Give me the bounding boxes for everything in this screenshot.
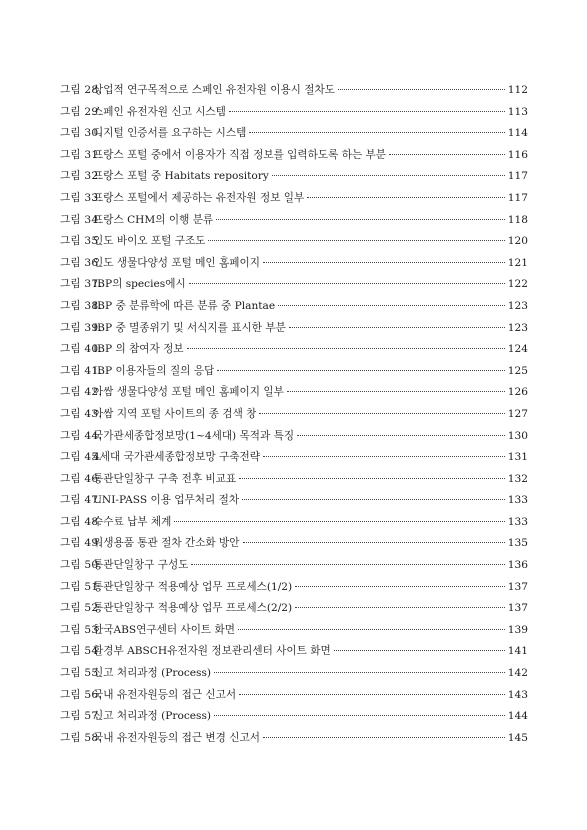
page-number: 112 xyxy=(507,84,528,96)
figure-number: 그림 51. xyxy=(60,580,102,593)
dot-leader xyxy=(216,219,505,220)
page-number: 126 xyxy=(507,386,528,399)
page-number: 145 xyxy=(507,731,528,744)
figure-list xyxy=(60,80,528,749)
dot-leader xyxy=(191,564,504,565)
figure-title: 프랑스 포털 중 Habitats repository xyxy=(93,170,269,183)
figure-title: 프랑스 포털에서 제공하는 유전자원 정보 일부 xyxy=(93,191,305,204)
dot-leader xyxy=(187,348,505,349)
figure-number: 그림 56. xyxy=(60,688,102,701)
page-number: 144 xyxy=(507,710,528,723)
figure-title: 통관단일창구 구성도 xyxy=(93,559,189,572)
toc-entry xyxy=(60,598,528,620)
page-number: 123 xyxy=(507,299,528,312)
figure-number: 그림 28. xyxy=(60,84,102,96)
figure-number: 그림 32. xyxy=(60,170,102,183)
toc-entry xyxy=(60,210,528,232)
toc-entry xyxy=(60,426,528,448)
dot-leader xyxy=(214,715,505,716)
figure-number: 그림 40. xyxy=(60,343,102,356)
figure-title: 디지털 인증서를 요구하는 시스템 xyxy=(93,127,247,140)
page-number: 118 xyxy=(507,213,528,226)
figure-number: 그림 53. xyxy=(60,623,102,636)
toc-entry xyxy=(60,641,528,663)
figure-title: 인도 생물다양성 포털 메인 홈페이지 xyxy=(93,256,260,269)
figure-number: 그림 36. xyxy=(60,256,102,269)
page-number: 143 xyxy=(507,688,528,701)
page-number: 141 xyxy=(507,645,528,658)
page-number: 137 xyxy=(507,602,528,615)
page-number: 113 xyxy=(507,105,528,118)
dot-leader xyxy=(297,435,505,436)
toc-entry xyxy=(60,728,528,750)
figure-number: 그림 52. xyxy=(60,602,102,615)
dot-leader xyxy=(278,305,505,306)
figure-title: 프랑스 CHM의 이행 분류 xyxy=(93,213,214,226)
figure-title: 인도 바이오 포털 구조도 xyxy=(93,235,206,248)
dot-leader xyxy=(174,521,504,522)
figure-title: 아쌈 생물다양성 포털 메인 홈페이지 일부 xyxy=(93,386,284,399)
page-number: 130 xyxy=(507,429,528,442)
dot-leader xyxy=(238,629,505,630)
dot-leader xyxy=(263,737,505,738)
page-number: 123 xyxy=(507,321,528,334)
figure-number: 그림 39. xyxy=(60,321,102,334)
toc-entry xyxy=(60,404,528,426)
dot-leader xyxy=(289,327,505,328)
toc-entry xyxy=(60,469,528,491)
toc-entry xyxy=(60,339,528,361)
toc-entry xyxy=(60,706,528,728)
toc-entry xyxy=(60,555,528,577)
figure-title: 통관단일창구 적용예상 업무 프로세스(2/2) xyxy=(93,602,293,615)
toc-entry xyxy=(60,318,528,340)
figure-title: 신고 처리과정 (Process) xyxy=(93,667,212,680)
page-number: 132 xyxy=(507,472,528,485)
toc-entry xyxy=(60,123,528,145)
toc-entry xyxy=(60,188,528,210)
figure-title: IBP 이용자들의 질의 응답 xyxy=(93,364,215,377)
figure-number: 그림 33. xyxy=(60,191,102,204)
figure-title: 상업적 연구목적으로 스페인 유전자원 이용시 절차도 xyxy=(93,84,335,96)
figure-title: 아쌈 지역 포털 사이트의 종 검색 창 xyxy=(93,407,257,420)
dot-leader xyxy=(389,154,505,155)
toc-entry xyxy=(60,166,528,188)
figure-title: 한국ABS연구센터 사이트 화면 xyxy=(93,623,235,636)
dot-leader xyxy=(295,607,505,608)
figure-number: 그림 45. xyxy=(60,451,102,464)
dot-leader xyxy=(214,672,505,673)
figure-title: 국가관세종합정보망(1~4세대) 목적과 특징 xyxy=(93,429,295,442)
toc-entry xyxy=(60,533,528,555)
page-number: 127 xyxy=(507,407,528,420)
page-number: 120 xyxy=(507,235,528,248)
figure-number: 그림 49. xyxy=(60,537,102,550)
page-number: 124 xyxy=(507,343,528,356)
page-number: 122 xyxy=(507,278,528,291)
figure-title: IBP 중 분류학에 따른 분류 중 Plantae xyxy=(93,299,276,312)
toc-entry xyxy=(60,663,528,685)
figure-title: IBP의 species에시 xyxy=(93,278,186,291)
figure-number: 그림 54. xyxy=(60,645,102,658)
figure-title: 통관단일창구 적용예상 업무 프로세스(1/2) xyxy=(93,580,293,593)
toc-entry xyxy=(60,80,528,102)
toc-entry xyxy=(60,490,528,512)
page-number: 133 xyxy=(507,494,528,507)
figure-title: 수수료 납부 체계 xyxy=(93,515,172,528)
figure-title: 4세대 국가관세종합정보망 구축전략 xyxy=(93,451,260,464)
dot-leader xyxy=(239,478,505,479)
figure-number: 그림 50. xyxy=(60,559,102,572)
dot-leader xyxy=(272,175,505,176)
toc-entry xyxy=(60,512,528,534)
dot-leader xyxy=(229,111,505,112)
page-number: 121 xyxy=(507,256,528,269)
figure-title: 신고 처리과정 (Process) xyxy=(93,710,212,723)
toc-entry xyxy=(60,685,528,707)
figure-number: 그림 37. xyxy=(60,278,102,291)
figure-title: 통관단일창구 구축 전후 비교표 xyxy=(93,472,237,485)
toc-entry xyxy=(60,361,528,383)
page-number: 142 xyxy=(507,667,528,680)
figure-title: 위생용품 통관 절차 간소화 방안 xyxy=(93,537,240,550)
page-number: 133 xyxy=(507,515,528,528)
figure-number: 그림 35. xyxy=(60,235,102,248)
figure-number: 그림 43. xyxy=(60,407,102,420)
figure-number: 그림 34. xyxy=(60,213,102,226)
dot-leader xyxy=(208,240,504,241)
toc-entry xyxy=(60,577,528,599)
figure-title: IBP 의 참여자 정보 xyxy=(93,343,184,356)
figure-title: 환경부 ABSCH유전자원 정보관리센터 사이트 화면 xyxy=(93,645,331,658)
page-number: 131 xyxy=(507,451,528,464)
dot-leader xyxy=(189,283,505,284)
figure-title: UNI-PASS 이용 업무처리 절차 xyxy=(93,494,240,507)
toc-entry xyxy=(60,274,528,296)
page-number: 117 xyxy=(507,191,528,204)
figure-title: 스페인 유전자원 신고 시스템 xyxy=(93,105,226,118)
dot-leader xyxy=(263,456,505,457)
dot-leader xyxy=(259,413,504,414)
figure-number: 그림 44. xyxy=(60,429,102,442)
toc-entry xyxy=(60,102,528,124)
figure-number: 그림 42. xyxy=(60,386,102,399)
figure-title: 국내 유전자원등의 접근 변경 신고서 xyxy=(93,731,260,744)
figure-number: 그림 47. xyxy=(60,494,102,507)
dot-leader xyxy=(295,586,505,587)
dot-leader xyxy=(239,694,505,695)
page-number: 125 xyxy=(507,364,528,377)
dot-leader xyxy=(307,197,504,198)
figure-number: 그림 29. xyxy=(60,105,102,118)
figure-title: IBP 중 멸종위기 및 서식지를 표시한 부분 xyxy=(93,321,286,334)
figure-title: 국내 유전자원등의 접근 신고서 xyxy=(93,688,237,701)
dot-leader xyxy=(263,262,505,263)
page-number: 117 xyxy=(507,170,528,183)
figure-number: 그림 38. xyxy=(60,299,102,312)
figure-number: 그림 48. xyxy=(60,515,102,528)
dot-leader xyxy=(217,370,504,371)
page-number: 136 xyxy=(507,559,528,572)
figure-number: 그림 41. xyxy=(60,364,102,377)
dot-leader xyxy=(243,542,505,543)
toc-entry xyxy=(60,620,528,642)
page-number: 114 xyxy=(507,127,528,140)
toc-entry xyxy=(60,447,528,469)
page-number: 137 xyxy=(507,580,528,593)
figure-number: 그림 55. xyxy=(60,667,102,680)
page-number: 135 xyxy=(507,537,528,550)
figure-number: 그림 58. xyxy=(60,731,102,744)
dot-leader xyxy=(287,391,505,392)
page-number: 139 xyxy=(507,623,528,636)
toc-entry xyxy=(60,145,528,167)
figure-number: 그림 30. xyxy=(60,127,102,140)
dot-leader xyxy=(249,132,504,133)
dot-leader xyxy=(242,499,505,500)
dot-leader xyxy=(338,89,505,90)
toc-entry xyxy=(60,296,528,318)
toc-entry xyxy=(60,231,528,253)
toc-entry xyxy=(60,253,528,275)
figure-title: 프랑스 포털 중에서 이용자가 직접 정보를 입력하도록 하는 부분 xyxy=(93,148,387,161)
toc-entry xyxy=(60,382,528,404)
page-number: 116 xyxy=(507,148,528,161)
figure-number: 그림 57. xyxy=(60,710,102,723)
figure-number: 그림 46. xyxy=(60,472,102,485)
dot-leader xyxy=(334,650,505,651)
figure-number: 그림 31. xyxy=(60,148,102,161)
